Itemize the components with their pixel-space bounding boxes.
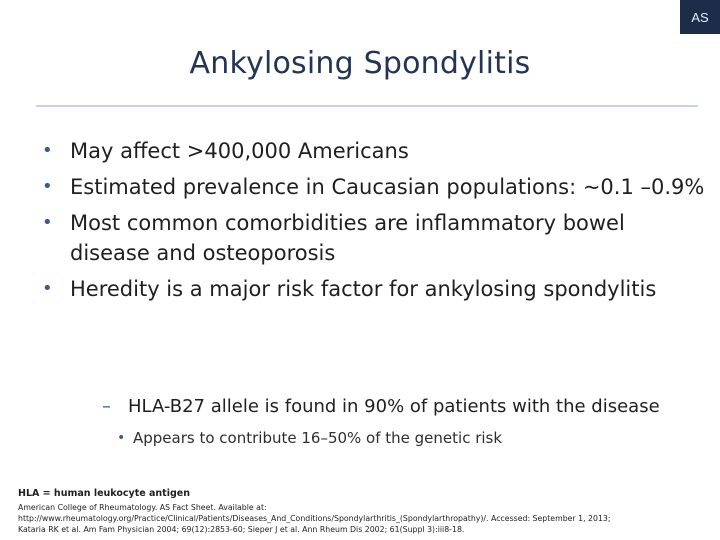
- bullet-item: [36, 136, 706, 166]
- bullet-dot-icon: •: [42, 278, 53, 299]
- bullet-item: [36, 274, 706, 304]
- bullet-dot-icon: •: [42, 176, 53, 197]
- reference-line: Kataria RK et al. Am Fam Physician 2004; 69(12):2853-60; Sieper J et al. Ann Rheum Dis 2002; 61(Suppl 3):iii8-18.: [18, 525, 465, 534]
- sub-bullet-text: HLA-B27 allele is found in 90% of patients with the disease: [128, 396, 660, 417]
- footnote-references: [18, 502, 708, 535]
- bullet-dot-icon: •: [42, 140, 53, 161]
- slide-title: Ankylosing Spondylitis: [189, 46, 531, 81]
- subsub-bullet-text: Appears to contribute 16–50% of the genetic risk: [133, 429, 503, 447]
- subsub-bullet-item: [117, 427, 503, 449]
- dash-icon: –: [102, 396, 111, 417]
- corner-badge: AS: [680, 0, 720, 34]
- sub-bullet-item: [102, 394, 660, 420]
- bullet-list: [36, 136, 706, 310]
- reference-line: http://www.rheumatology.org/Practice/Clinical/Patients/Diseases_And_Conditions/Spondylarthritis_(Spondylarthropathy)/. Accessed: September 1, 2013;: [18, 514, 611, 523]
- reference-line: American College of Rheumatology. AS Fact Sheet. Available at:: [18, 503, 267, 512]
- bullet-text: Heredity is a major risk factor for ankylosing spondylitis: [70, 277, 657, 301]
- title-divider: [36, 105, 698, 107]
- bullet-text: May affect >400,000 Americans: [70, 139, 409, 163]
- bullet-dot-icon: •: [42, 212, 53, 233]
- footnote-abbreviation: HLA = human leukocyte antigen: [18, 488, 190, 499]
- bullet-item: [36, 172, 706, 202]
- bullet-text: Estimated prevalence in Caucasian populations: ~0.1 –0.9%: [70, 175, 705, 199]
- bullet-item: [36, 208, 706, 268]
- bullet-dot-icon: •: [117, 430, 126, 446]
- bullet-text: Most common comorbidities are inflammatory bowel disease and osteoporosis: [70, 211, 625, 265]
